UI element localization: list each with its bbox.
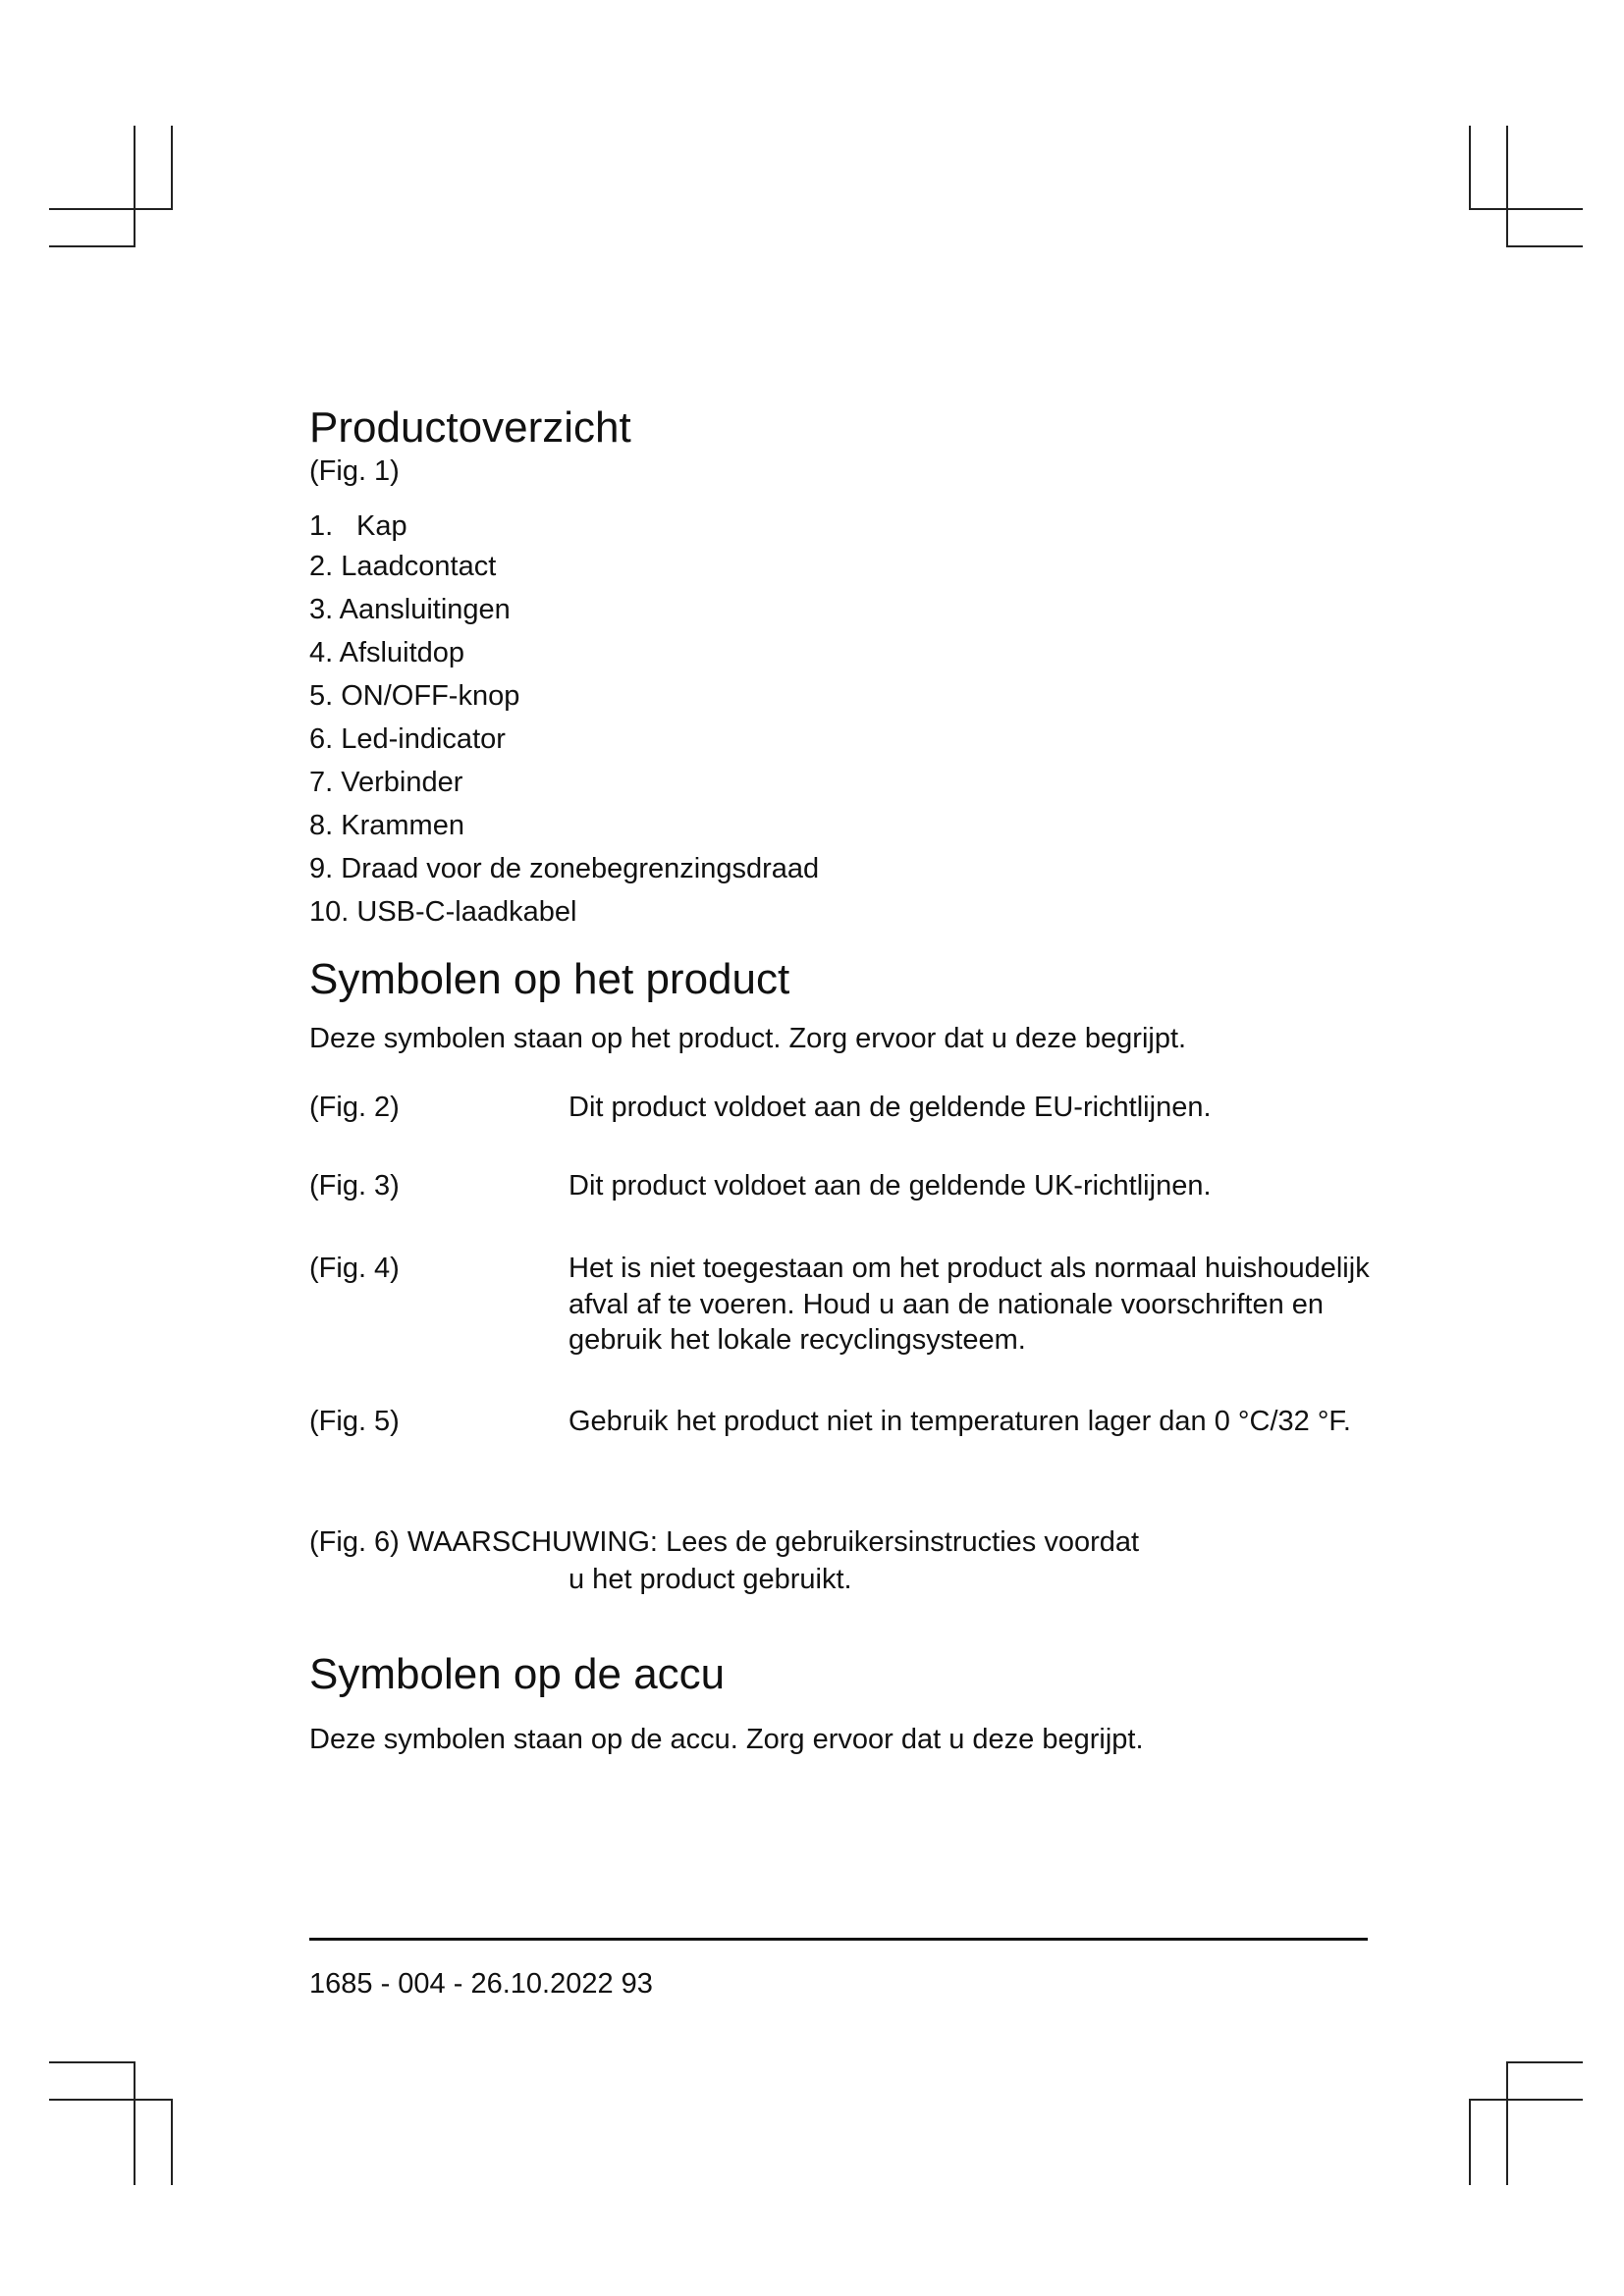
page-footer: 1685 - 004 - 26.10.2022 93	[309, 1968, 653, 2000]
heading-product-symbols: Symbolen op het product	[309, 955, 790, 1003]
crop-mark-top-left-vertical-2	[171, 126, 173, 210]
crop-mark-top-right-vertical-1	[1469, 126, 1471, 210]
battery-symbols-intro: Deze symbolen staan op de accu. Zorg ervoor dat u deze begrijpt.	[309, 1724, 1144, 1755]
crop-mark-top-left-vertical-1	[134, 126, 135, 247]
product-symbols-intro: Deze symbolen staan op het product. Zorg ervoor dat u deze begrijpt.	[309, 1023, 1187, 1054]
footer-rule	[309, 1938, 1368, 1941]
list-item	[309, 549, 496, 584]
list-item-number: 6.	[309, 723, 334, 755]
crop-mark-bottom-right-vertical-2	[1469, 2099, 1471, 2185]
list-item	[309, 851, 819, 886]
crop-mark-bottom-right-horizontal-1	[1506, 2061, 1583, 2063]
symbol-description: Gebruik het product niet in temperaturen lager dan 0 °C/32 °F.	[568, 1406, 1351, 1437]
symbol-fig-label: (Fig. 2)	[309, 1092, 400, 1123]
list-item-label: Krammen	[341, 810, 464, 841]
crop-mark-bottom-left-horizontal-2	[49, 2099, 173, 2101]
list-item-label: Draad voor de zonebegrenzingsdraad	[341, 853, 820, 884]
heading-product-overview: Productoverzicht	[309, 403, 631, 452]
symbol-fig-label: (Fig. 4)	[309, 1253, 400, 1284]
list-item-number: 10.	[309, 896, 350, 928]
list-item-label: Verbinder	[341, 767, 463, 798]
list-item-number: 7.	[309, 767, 334, 798]
symbol-fig-label: (Fig. 5)	[309, 1406, 400, 1437]
list-item	[309, 592, 511, 627]
list-item-label: USB-C-laadkabel	[356, 896, 577, 928]
list-item	[309, 678, 519, 714]
list-item-number: 9.	[309, 853, 334, 884]
crop-mark-bottom-right-horizontal-2	[1469, 2099, 1583, 2101]
warning-text-line-1: Lees de gebruikersinstructies voordat	[666, 1526, 1140, 1558]
crop-mark-top-right-horizontal-2	[1506, 245, 1583, 247]
list-item-label: Afsluitdop	[339, 637, 465, 668]
warning-text-line-2: u het product gebruikt.	[568, 1564, 852, 1595]
crop-mark-bottom-left-vertical-2	[171, 2099, 173, 2185]
crop-mark-bottom-left-vertical-1	[134, 2061, 135, 2185]
list-item-number: 4.	[309, 637, 334, 668]
symbol-fig-label: (Fig. 3)	[309, 1170, 400, 1201]
heading-battery-symbols: Symbolen op de accu	[309, 1650, 726, 1698]
crop-mark-top-right-vertical-2	[1506, 126, 1508, 247]
warning-label: WAARSCHUWING:	[406, 1526, 658, 1558]
list-item-number: 8.	[309, 810, 334, 841]
symbol-description: Het is niet toegestaan om het product als normaal huishoudelijk afval af te voeren. Houd u aan de nationale voorschriften en gebruik het lokale recyclingsysteem.	[568, 1253, 1370, 1356]
crop-mark-top-left-horizontal-1	[49, 208, 173, 210]
list-item-label: Aansluitingen	[339, 594, 511, 625]
list-item-number: 2.	[309, 551, 334, 582]
warning-line-2	[568, 1562, 852, 1597]
warning-fig-label: (Fig. 6)	[309, 1526, 400, 1558]
symbol-description: Dit product voldoet aan de geldende EU-richtlijnen.	[568, 1092, 1212, 1123]
list-item	[309, 721, 506, 757]
list-item	[309, 765, 462, 800]
list-item	[309, 808, 464, 843]
list-item-label: Laadcontact	[341, 551, 497, 582]
warning-line-1	[309, 1524, 1139, 1560]
crop-mark-bottom-left-horizontal-1	[49, 2061, 135, 2063]
fig1-caption: (Fig. 1)	[309, 455, 400, 487]
list-item-number: 3.	[309, 594, 334, 625]
symbol-description: Dit product voldoet aan de geldende UK-richtlijnen.	[568, 1170, 1212, 1201]
crop-mark-bottom-right-vertical-1	[1506, 2061, 1508, 2185]
list-item-label: ON/OFF-knop	[341, 680, 520, 712]
list-item-label: Led-indicator	[341, 723, 506, 755]
list-item-number: 5.	[309, 680, 334, 712]
crop-mark-top-right-horizontal-1	[1469, 208, 1583, 210]
list-item	[309, 635, 464, 670]
list-item	[309, 894, 576, 930]
list-item	[309, 508, 407, 544]
crop-mark-top-left-horizontal-2	[49, 245, 135, 247]
list-item-label: Kap	[356, 510, 407, 542]
list-item-number: 1.	[309, 510, 334, 542]
